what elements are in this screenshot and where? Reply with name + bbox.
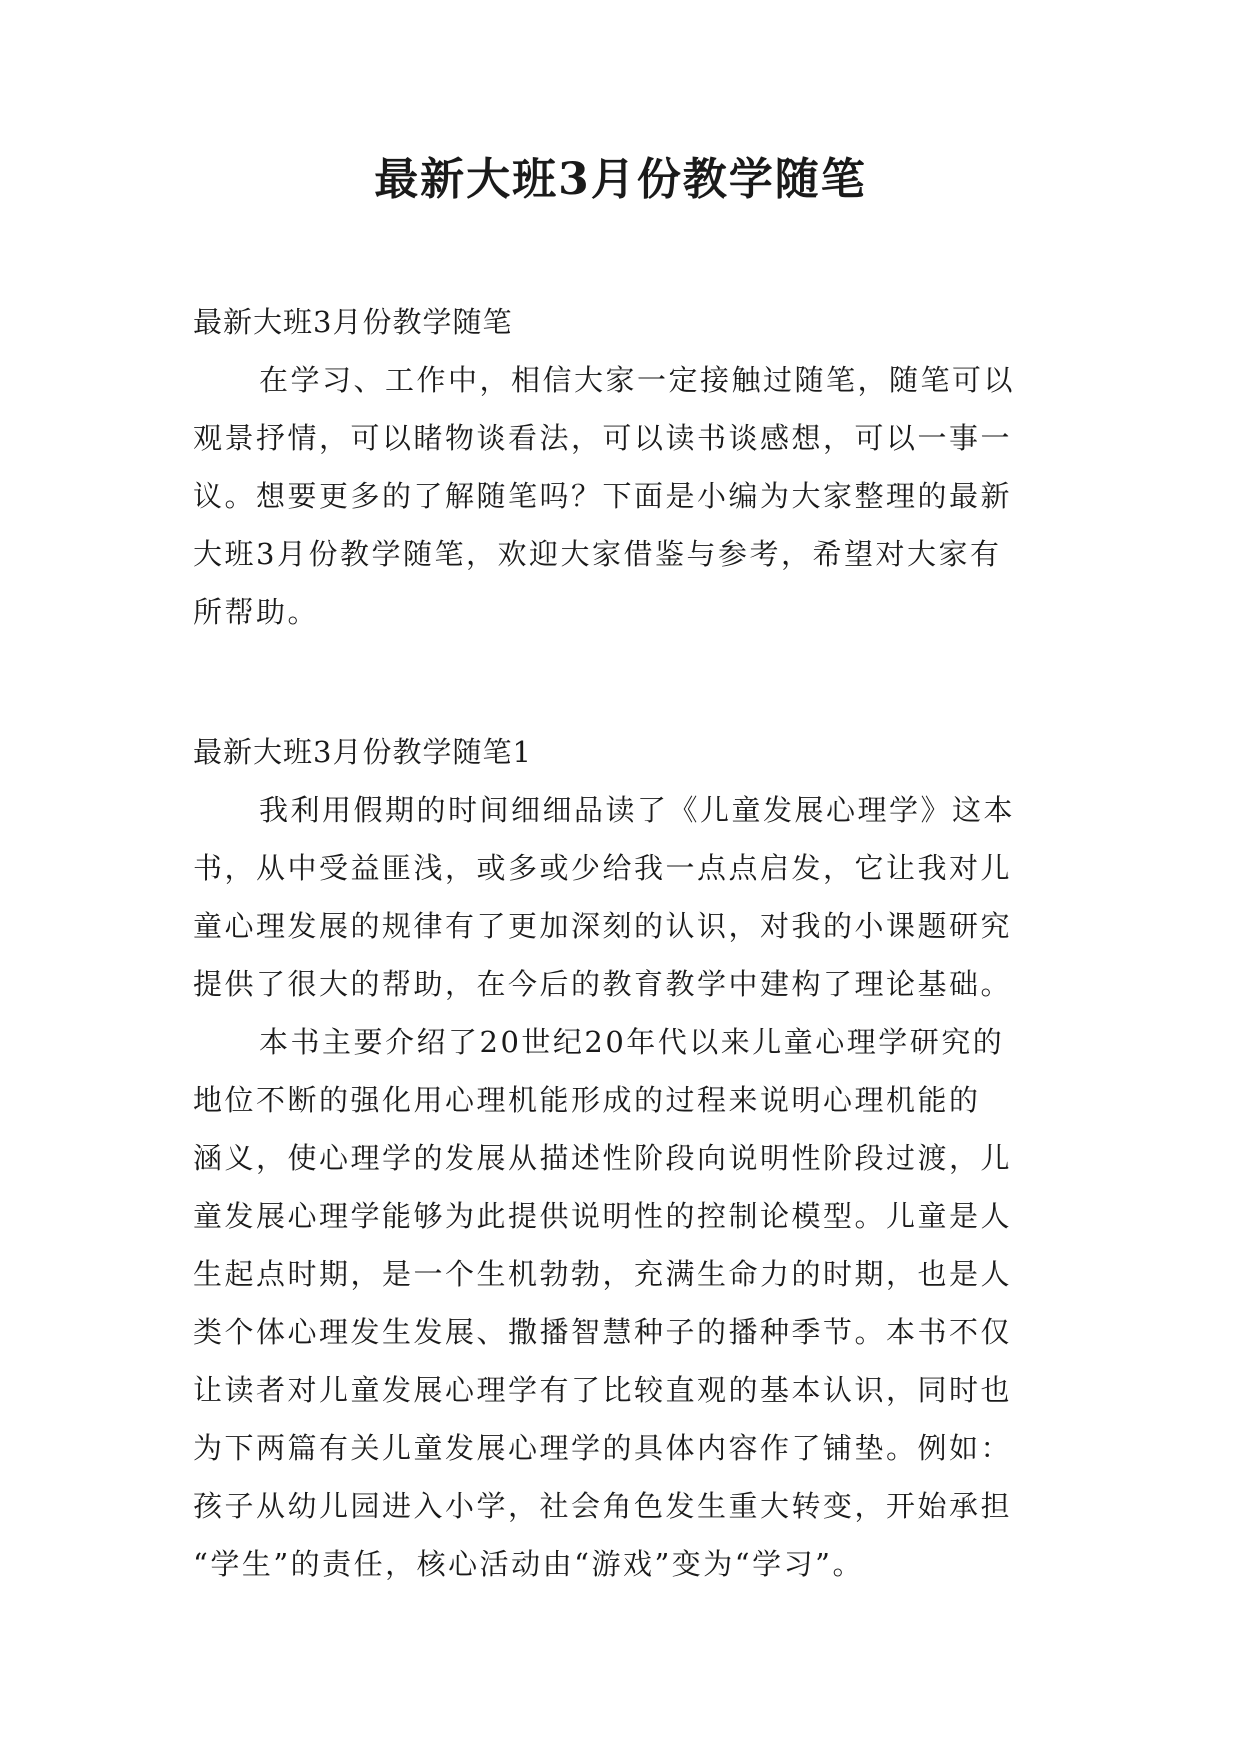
- paragraph-line: 涵义，使心理学的发展从描述性阶段向说明性阶段过渡，儿: [193, 1141, 1013, 1175]
- paragraph-line: 让读者对儿童发展心理学有了比较直观的基本认识，同时也: [193, 1373, 1013, 1407]
- section-1-paragraph-1: [193, 781, 1053, 1013]
- paragraph-line: 生起点时期，是一个生机勃勃，充满生命力的时期，也是人: [193, 1257, 1013, 1291]
- paragraph-line: 童心理发展的规律有了更加深刻的认识，对我的小课题研究: [193, 909, 1013, 943]
- paragraph-line: 我利用假期的时间细细品读了《儿童发展心理学》这本: [259, 793, 1016, 827]
- paragraph-line: 本书主要介绍了20世纪20年代以来儿童心理学研究的: [259, 1025, 1005, 1059]
- paragraph-line: 大班3月份教学随笔，欢迎大家借鉴与参考，希望对大家有: [193, 537, 1002, 571]
- intro-paragraph: [193, 351, 1053, 641]
- paragraph-line: 提供了很大的帮助，在今后的教育教学中建构了理论基础。: [193, 967, 1013, 1001]
- paragraph-line: 孩子从幼儿园进入小学，社会角色发生重大转变，开始承担: [193, 1489, 1013, 1523]
- paragraph-line: 书，从中受益匪浅，或多或少给我一点点启发，它让我对儿: [193, 851, 1013, 885]
- section-heading: 最新大班3月份教学随笔1: [193, 735, 532, 769]
- section-spacer: [193, 641, 1053, 723]
- paragraph-line: 童发展心理学能够为此提供说明性的控制论模型。儿童是人: [193, 1199, 1013, 1233]
- document-title: 最新大班3月份教学随笔: [374, 154, 867, 205]
- paragraph-line: 在学习、工作中，相信大家一定接触过随笔，随笔可以: [259, 363, 1016, 397]
- paragraph-line: 观景抒情，可以睹物谈看法，可以读书谈感想，可以一事一: [193, 421, 1013, 455]
- paragraph-line: 类个体心理发生发展、撒播智慧种子的播种季节。本书不仅: [193, 1315, 1013, 1349]
- section-1-paragraph-2: [193, 1013, 1053, 1593]
- paragraph-line: 为下两篇有关儿童发展心理学的具体内容作了铺垫。例如：: [193, 1431, 1013, 1465]
- section-heading: 最新大班3月份教学随笔: [193, 305, 513, 339]
- paragraph-line: 所帮助。: [193, 595, 320, 629]
- paragraph-line: 地位不断的强化用心理机能形成的过程来说明心理机能的: [193, 1083, 981, 1117]
- document-body: [193, 293, 1053, 1593]
- paragraph-line: “学生”的责任，核心活动由“游戏”变为“学习”。: [193, 1547, 864, 1581]
- paragraph-line: 议。想要更多的了解随笔吗？下面是小编为大家整理的最新: [193, 479, 1013, 513]
